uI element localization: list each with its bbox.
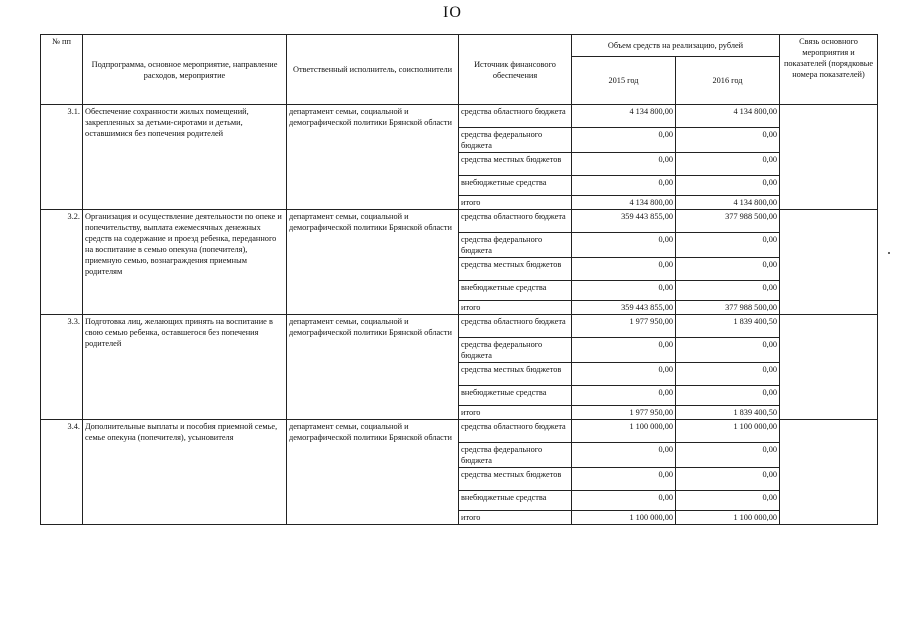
row-program: Обеспечение сохранности жилых помещений, закрепленных за детьми-сиротами и детьми, оставшимися без попечения родителей	[83, 105, 287, 210]
amount-2016: 0,00	[676, 233, 780, 258]
amount-2016: 0,00	[676, 491, 780, 511]
row-executor: департамент семьи, социальной и демографической политики Брянской области	[287, 420, 459, 525]
total-label: итого	[459, 406, 572, 420]
amount-2016: 0,00	[676, 281, 780, 301]
header-link: Связь основного мероприятия и показателей (порядковые номера показателей)	[780, 35, 878, 105]
source-name: средства федерального бюджета	[459, 233, 572, 258]
header-program: Подпрограмма, основное мероприятие, направление расходов, мероприятие	[83, 35, 287, 105]
amount-2015: 0,00	[572, 281, 676, 301]
header-year-2015: 2015 год	[572, 57, 676, 105]
source-name: средства местных бюджетов	[459, 468, 572, 491]
amount-2016: 0,00	[676, 443, 780, 468]
header-source: Источник финансового обеспечения	[459, 35, 572, 105]
amount-2015: 1 100 000,00	[572, 420, 676, 443]
page-number: IO	[443, 4, 462, 21]
row-number: 3.1.	[41, 105, 83, 210]
total-2016: 377 988 500,00	[676, 301, 780, 315]
source-name: внебюджетные средства	[459, 176, 572, 196]
amount-2016: 0,00	[676, 128, 780, 153]
source-name: средства областного бюджета	[459, 210, 572, 233]
amount-2015: 0,00	[572, 491, 676, 511]
amount-2015: 0,00	[572, 363, 676, 386]
total-2016: 1 100 000,00	[676, 511, 780, 525]
table-row	[41, 420, 878, 443]
total-label: итого	[459, 196, 572, 210]
row-number: 3.3.	[41, 315, 83, 420]
amount-2015: 359 443 855,00	[572, 210, 676, 233]
amount-2016: 377 988 500,00	[676, 210, 780, 233]
amount-2016: 0,00	[676, 363, 780, 386]
row-link	[780, 210, 878, 315]
row-program: Дополнительные выплаты и пособия приемной семье, семье опекуна (попечителя), усыновителя	[83, 420, 287, 525]
table-row	[41, 210, 878, 233]
total-2016: 4 134 800,00	[676, 196, 780, 210]
amount-2016: 0,00	[676, 153, 780, 176]
amount-2015: 0,00	[572, 128, 676, 153]
amount-2015: 0,00	[572, 443, 676, 468]
total-label: итого	[459, 511, 572, 525]
amount-2015: 1 977 950,00	[572, 315, 676, 338]
source-name: средства областного бюджета	[459, 315, 572, 338]
amount-2016: 0,00	[676, 258, 780, 281]
amount-2015: 0,00	[572, 233, 676, 258]
row-program: Организация и осуществление деятельности по опеке и попечительству, выплата ежемесячных денежных средств на содержание и проезд ребенка, переданного на воспитание в семью опекуна (попечителя), приемную семью, вознаграждения приемным родителям	[83, 210, 287, 315]
source-name: средства местных бюджетов	[459, 363, 572, 386]
total-2015: 1 100 000,00	[572, 511, 676, 525]
row-link	[780, 105, 878, 210]
source-name: средства местных бюджетов	[459, 153, 572, 176]
amount-2015: 0,00	[572, 153, 676, 176]
total-2016: 1 839 400,50	[676, 406, 780, 420]
amount-2015: 0,00	[572, 258, 676, 281]
header-year-2016: 2016 год	[676, 57, 780, 105]
funding-table	[40, 34, 878, 525]
source-name: внебюджетные средства	[459, 386, 572, 406]
total-2015: 359 443 855,00	[572, 301, 676, 315]
amount-2016: 0,00	[676, 468, 780, 491]
source-name: внебюджетные средства	[459, 281, 572, 301]
header-num: № пп	[41, 35, 83, 105]
table-row	[41, 315, 878, 338]
row-number: 3.2.	[41, 210, 83, 315]
table-row	[41, 105, 878, 128]
amount-2016: 0,00	[676, 338, 780, 363]
amount-2016: 1 839 400,50	[676, 315, 780, 338]
source-name: средства областного бюджета	[459, 105, 572, 128]
row-executor: департамент семьи, социальной и демографической политики Брянской области	[287, 210, 459, 315]
amount-2015: 0,00	[572, 338, 676, 363]
source-name: средства местных бюджетов	[459, 258, 572, 281]
amount-2015: 4 134 800,00	[572, 105, 676, 128]
source-name: средства федерального бюджета	[459, 128, 572, 153]
amount-2016: 0,00	[676, 386, 780, 406]
row-executor: департамент семьи, социальной и демографической политики Брянской области	[287, 315, 459, 420]
row-link	[780, 315, 878, 420]
amount-2016: 4 134 800,00	[676, 105, 780, 128]
source-name: средства федерального бюджета	[459, 443, 572, 468]
row-executor: департамент семьи, социальной и демографической политики Брянской области	[287, 105, 459, 210]
header-executor: Ответственный исполнитель, соисполнители	[287, 35, 459, 105]
amount-2015: 0,00	[572, 176, 676, 196]
amount-2015: 0,00	[572, 386, 676, 406]
header-volume: Объем средств на реализацию, рублей	[572, 35, 780, 57]
row-number: 3.4.	[41, 420, 83, 525]
total-2015: 1 977 950,00	[572, 406, 676, 420]
source-name: средства областного бюджета	[459, 420, 572, 443]
amount-2016: 1 100 000,00	[676, 420, 780, 443]
source-name: средства федерального бюджета	[459, 338, 572, 363]
total-label: итого	[459, 301, 572, 315]
total-2015: 4 134 800,00	[572, 196, 676, 210]
amount-2016: 0,00	[676, 176, 780, 196]
table-body	[41, 105, 878, 525]
source-name: внебюджетные средства	[459, 491, 572, 511]
scan-speck	[888, 252, 890, 254]
row-link	[780, 420, 878, 525]
row-program: Подготовка лиц, желающих принять на воспитание в свою семью ребенка, оставшегося без попечения родителей	[83, 315, 287, 420]
amount-2015: 0,00	[572, 468, 676, 491]
